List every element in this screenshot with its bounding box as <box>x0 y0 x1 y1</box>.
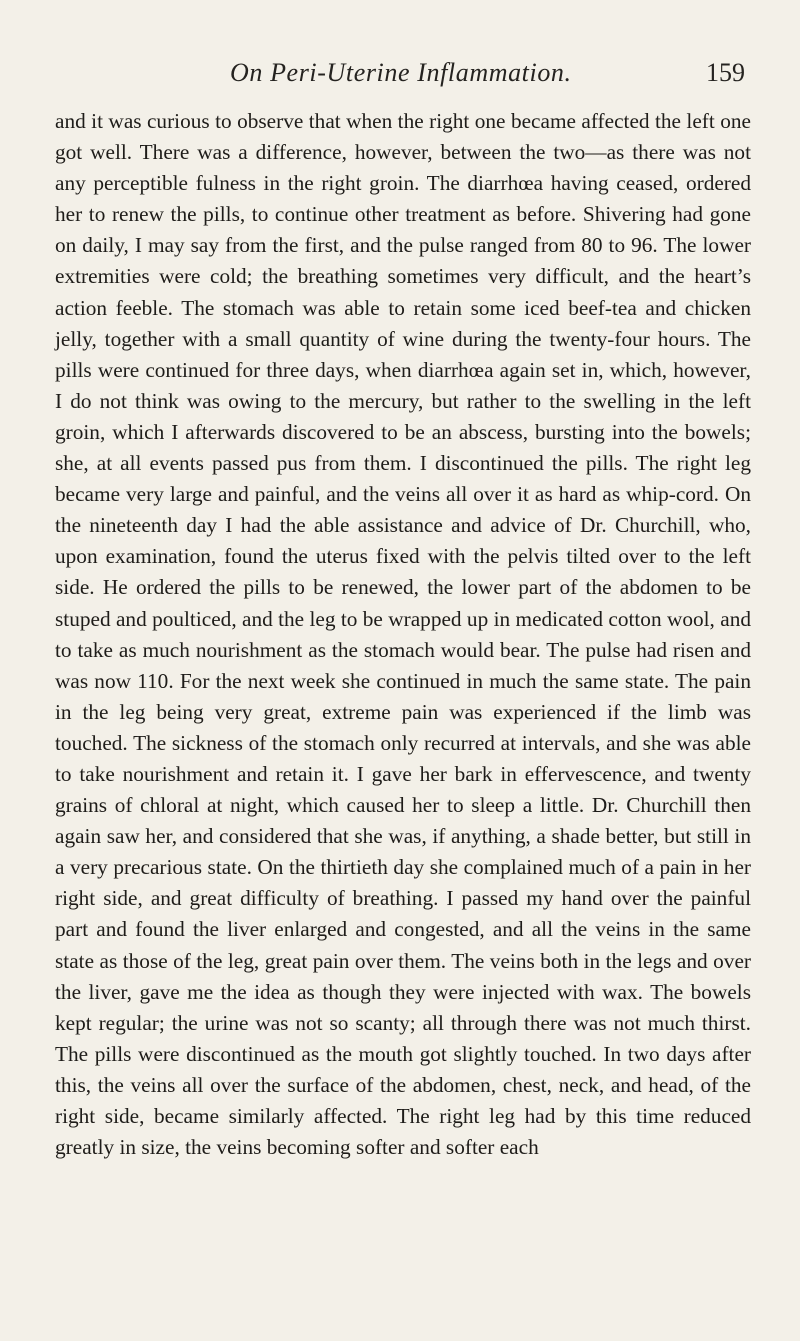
body-text <box>55 106 751 1163</box>
page-number: 159 <box>706 58 745 87</box>
running-head-title: On Peri-Uterine Inflammation. <box>230 58 572 87</box>
running-head <box>0 58 800 92</box>
body-paragraph: and it was curious to observe that when the right one became affected the left one got well. There was a difference, however, between the two—as there was not any perceptible fulness in the right groin. The diarrhœa having ceased, ordered her to renew the pills, to continue other treatment as before. Shivering had gone on daily, I may say from the first, and the pulse ranged from 80 to 96. The lower extremities were cold; the breathing sometimes very difficult, and the heart’s action feeble. The stomach was able to retain some iced beef-tea and chicken jelly, together with a small quantity of wine during the twenty-four hours. The pills were continued for three days, when diarrhœa again set in, which, however, I do not think was owing to the mercury, but rather to the swelling in the left groin, which I afterwards discovered to be an abscess, bursting into the bowels; she, at all events passed pus from them. I discontinued the pills. The right leg became very large and painful, and the veins all over it as hard as whip-cord. On the nineteenth day I had the able assistance and advice of Dr. Churchill, who, upon examination, found the uterus fixed with the pelvis tilted over to the left side. He ordered the pills to be renewed, the lower part of the abdomen to be stuped and poulticed, and the leg to be wrapped up in medicated cotton wool, and to take as much nourishment as the stomach would bear. The pulse had risen and was now 110. For the next week she continued in much the same state. The pain in the leg being very great, extreme pain was experienced if the limb was touched. The sickness of the stomach only recurred at intervals, and she was able to take nourishment and retain it. I gave her bark in effervescence, and twenty grains of chloral at night, which caused her to sleep a little. Dr. Churchill then again saw her, and considered that she was, if anything, a shade better, but still in a very precarious state. On the thirtieth day she complained much of a pain in her right side, and great difficulty of breathing. I passed my hand over the painful part and found the liver enlarged and congested, and all the veins in the same state as those of the leg, great pain over them. The veins both in the legs and over the liver, gave me the idea as though they were injected with wax. The bowels kept regular; the urine was not so scanty; all through there was not much thirst. The pills were discontinued as the mouth got slightly touched. In two days after this, the veins all over the surface of the abdomen, chest, neck, and head, of the right side, became similarly affected. The right leg had by this time reduced greatly in size, the veins becoming softer and softer each <box>55 109 751 1160</box>
